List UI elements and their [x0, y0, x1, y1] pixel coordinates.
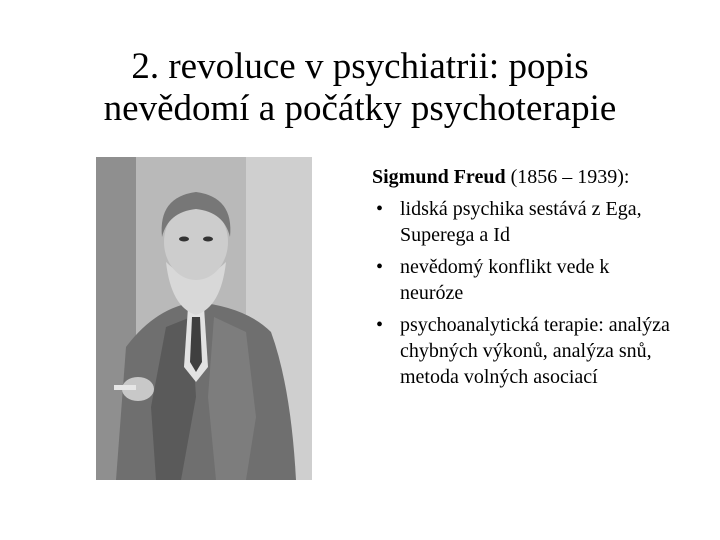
person-dates: (1856 – 1939): — [505, 166, 630, 188]
person-name: Sigmund Freud — [372, 166, 506, 188]
freud-intro — [372, 164, 672, 190]
bullet-list — [372, 196, 672, 390]
list-item — [372, 196, 672, 248]
portrait-photo-icon — [96, 157, 312, 480]
bullet-dot: • — [376, 314, 384, 336]
bullet-dot: • — [376, 198, 384, 220]
slide-title-line-2: nevědomí a počátky psychoterapie — [103, 88, 617, 129]
slide-title-line-1: 2. revoluce v psychiatrii: popis — [131, 46, 589, 87]
list-item — [372, 312, 672, 390]
list-item-text: psychoanalytická terapie: analýza chybných výkonů, analýza snů, metoda volných asociací — [400, 314, 670, 388]
list-item-text: lidská psychika sestává z Ega, Superega a Id — [400, 198, 642, 246]
slide-content — [372, 164, 672, 396]
portrait-photo — [96, 157, 312, 480]
slide-title — [40, 46, 680, 130]
list-item — [372, 254, 672, 306]
list-item-text: nevědomý konflikt vede k neuróze — [400, 256, 610, 304]
bullet-dot: • — [376, 256, 384, 278]
